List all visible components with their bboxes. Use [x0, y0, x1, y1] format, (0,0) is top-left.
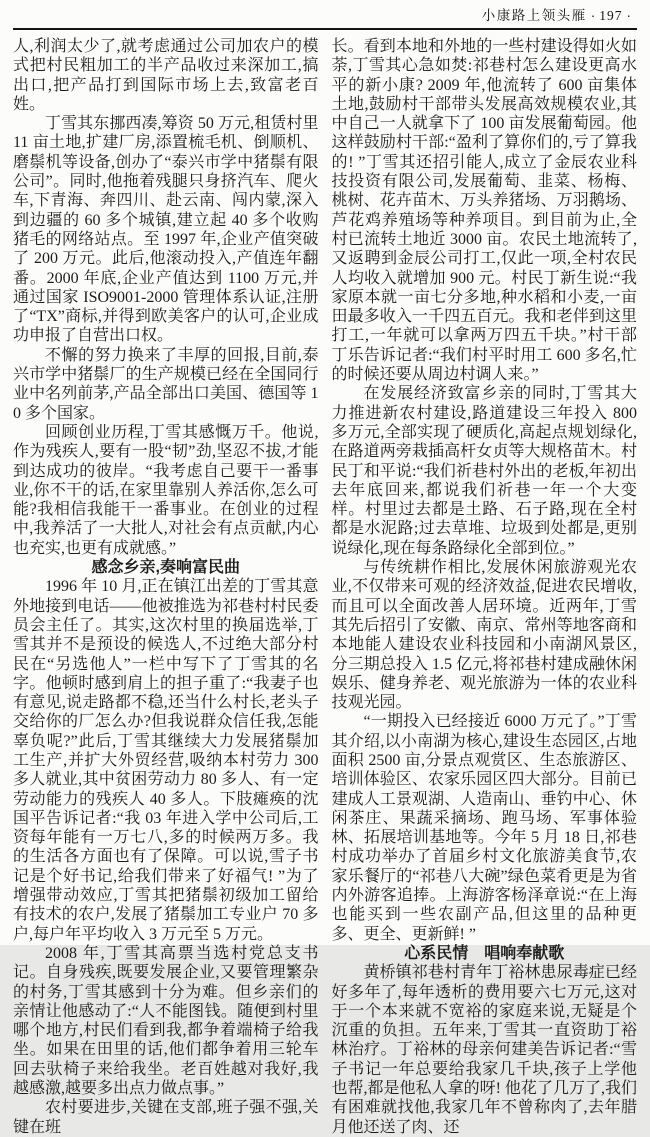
header-separator: ·: [590, 8, 596, 23]
body-paragraph: 1996 年 10 月,正在镇江出差的丁雪其意外地接到电话——他被推选为祁巷村村民委员会主任了。其实,这次村里的换届选举,丁雪其并不是预设的候选人,不过绝大部分村民在“另选他人”一栏中写下了丁雪其的名字。他顿时感到肩上的担子重了:“我妻子也有意见,说走路都不稳,还当什么村长,老头子交给你的厂怎么办?但我说群众信任我,怎能辜负呢?”此后,丁雪其继续大力发展猪鬃加工生产,并扩大外贸经营,吸纳本村劳力 300 多人就业,其中贫困劳动力 80 多人、有一定劳动能力的残疾人 40 多人。下肢瘫痪的沈国平告诉记者:“我 03 年进入学中公司后,工资每年能有一万七八,多的时候两万多。我的生活各方面也有了保障。可以说,雪子书记是个好书记,给我们带来了好福气! ”为了增强带动效应,丁雪其把猪鬃初级加工留给有技术的农户,发展了猪鬃加工专业户 70 多户,每户年平均收入 3 万元至 5 万元。: [13, 578, 319, 943]
article-body: [13, 37, 637, 1136]
page-header: [13, 6, 635, 26]
body-paragraph: 与传统耕作相比,发展休闲旅游观光农业,不仅带来可观的经济效益,促进农民增收,而且可以全面改善人居环境。近两年,丁雪其先后招引了安徽、南京、常州等地客商和本地能人建设农业科技园和小南湖风景区,分三期总投入 1.5 亿元,将祁巷村建成融休闲娱乐、健身养老、观光旅游为一体的农业科技观光园。: [331, 559, 637, 712]
running-title: 小康路上领头雁: [481, 8, 587, 23]
body-paragraph: 丁雪其东挪西凑,筹资 50 万元,租赁村里 11 亩土地,扩建厂房,添置梳毛机、倒顺机、磨鬃机等设备,创办了“泰兴市学中猪鬃有限公司”。同时,他拖着残腿只身挤汽车、爬火车,下青海、奔四川、赴云南、闯内蒙,深入到边疆的 60 多个城镇,建立起 40 多个收购猪毛的网络站点。至 1997 年,企业产值突破了 200 万元。此后,他滚动投入,产值连年翻番。2000 年底,企业产值达到 1100 万元,并通过国家 ISO9001-2000 管理体系认证,注册了“TX”商标,并得到欧美客户的认可,企业成功申报了自营出口权。: [13, 115, 319, 345]
body-paragraph: 长。看到本地和外地的一些村建设得如火如荼,丁雪其心急如焚:祁巷村怎么建设更高水平的新小康? 2009 年,他流转了 600 亩集体土地,鼓励村干部带头发展高效规模农业,其中自己一人就拿下了 100 亩发展葡萄园。他这样鼓励村干部:“盈利了算你们的,亏了算我的! ”丁雪其还招引能人,成立了金辰农业科技投资有限公司,发展葡萄、韭菜、杨梅、桃树、花卉苗木、万头养猪场、万羽鹅场、芦花鸡养殖场等种养项目。到目前为止,全村已流转土地近 3000 亩。农民土地流转了,又返聘到金辰公司打工,仅此一项,全村农民人均收入就增加 900 元。村民丁新生说:“我家原本就一亩七分多地,种水稻和小麦,一亩田最多收入一千四五百元。我和老伴到这里打工,一年就可以拿两万四五千块。”村干部丁乐告诉记者:“我们村平时用工 600 多名,忙的时候还要从周边村调人来。”: [331, 38, 637, 384]
section-heading: 心系民情 唱响奉献歌: [404, 944, 565, 962]
body-paragraph: “一期投入已经接近 6000 万元了。”丁雪其介绍,以小南湖为核心,建设生态园区,占地面积 2500 亩,分景点观赏区、生态旅游区、培训体验区、农家乐园区四大部分。目前已建成人工景观湖、人造南山、垂钓中心、休闲茶庄、果蔬采摘场、跑马场、军事体验林、拓展培训基地等。今年 5 月 18 日,祁巷村成功举办了首届乡村文化旅游美食节,农家乐餐厅的“祁巷八大碗”绿色菜肴更是为省内外游客追捧。上海游客杨泽章说:“在上海也能买到一些农副产品,但这里的品种更多、更全、更新鲜! ”: [331, 713, 637, 943]
section-heading: 感念乡亲,奏响富民曲: [91, 559, 240, 577]
body-paragraph: 黄桥镇祁巷村青年丁裕林患尿毒症已经好多年了,每年透析的费用要六七万元,这对于一个本来就不宽裕的家庭来说,无疑是个沉重的负担。五年来,丁雪其一直资助丁裕林治疗。丁裕林的母亲何建美告诉记者:“雪子书记一年总要给我家几千块,孩子上学他也帮,都是他私人拿的呀! 他花了几万了,我们有困难就找他,我家几年不曾称肉了,去年腊月他还送了肉、还: [331, 964, 637, 1136]
header-separator: ·: [626, 8, 631, 23]
body-paragraph: 人,利润太少了,就考虑通过公司加农户的模式把村民粗加工的半产品收过来深加工,搞出口,把产品打到国际市场上去,致富老百姓。: [13, 38, 319, 113]
body-paragraph: 2008 年,丁雪其高票当选村党总支书记。自身残疾,既要发展企业,又要管理繁杂的村务,丁雪其感到十分为难。但乡亲们的亲情让他感动了:“人不能图钱。随便到村里哪个地方,村民们看到我,都争着端椅子给我坐。如果在田里的话,他们都争着用三轮车回去驮椅子来给我坐。老百姓越对我好,我越感激,越要多出点力做点事。”: [13, 944, 319, 1098]
body-paragraph: 农村要进步,关键在支部,班子强不强,关键在班: [13, 1099, 319, 1136]
body-paragraph: 回顾创业历程,丁雪其感慨万千。他说,作为残疾人,要有一股“韧”劲,坚忍不拔,才能到达成功的彼岸。“我考虑自己要干一番事业,你不干的话,在家里靠别人养活你,怎么可能?我相信我能干一番事业。在创业的过程中,我养活了一大批人,对社会有点贡献,内心也充实,也更有成就感。”: [13, 423, 319, 557]
page-number: 197: [599, 8, 623, 23]
header-rule: [13, 28, 637, 30]
text-column-right: [331, 37, 638, 1136]
body-paragraph: 在发展经济致富乡亲的同时,丁雪其大力推进新农村建设,路道建设三年投入 800 多万元,全部实现了硬质化,高起点规划绿化,在路道两旁栽插高杆女贞等大规格苗木。村民丁和平说:“我们祈巷村外出的老板,年初出去年底回来,都说我们祈巷一年一个大变样。村里过去都是土路、石子路,现在全村都是水泥路;过去草堆、垃圾到处都是,更别说绿化,现在每条路绿化全部到位。”: [331, 385, 637, 557]
body-paragraph: 不懈的努力换来了丰厚的回报,目前,泰兴市学中猪鬃厂的生产规模已经在全国同行业中名列前茅,产品全部出口美国、德国等 10 多个国家。: [13, 346, 319, 422]
text-column-left: [13, 37, 319, 1136]
